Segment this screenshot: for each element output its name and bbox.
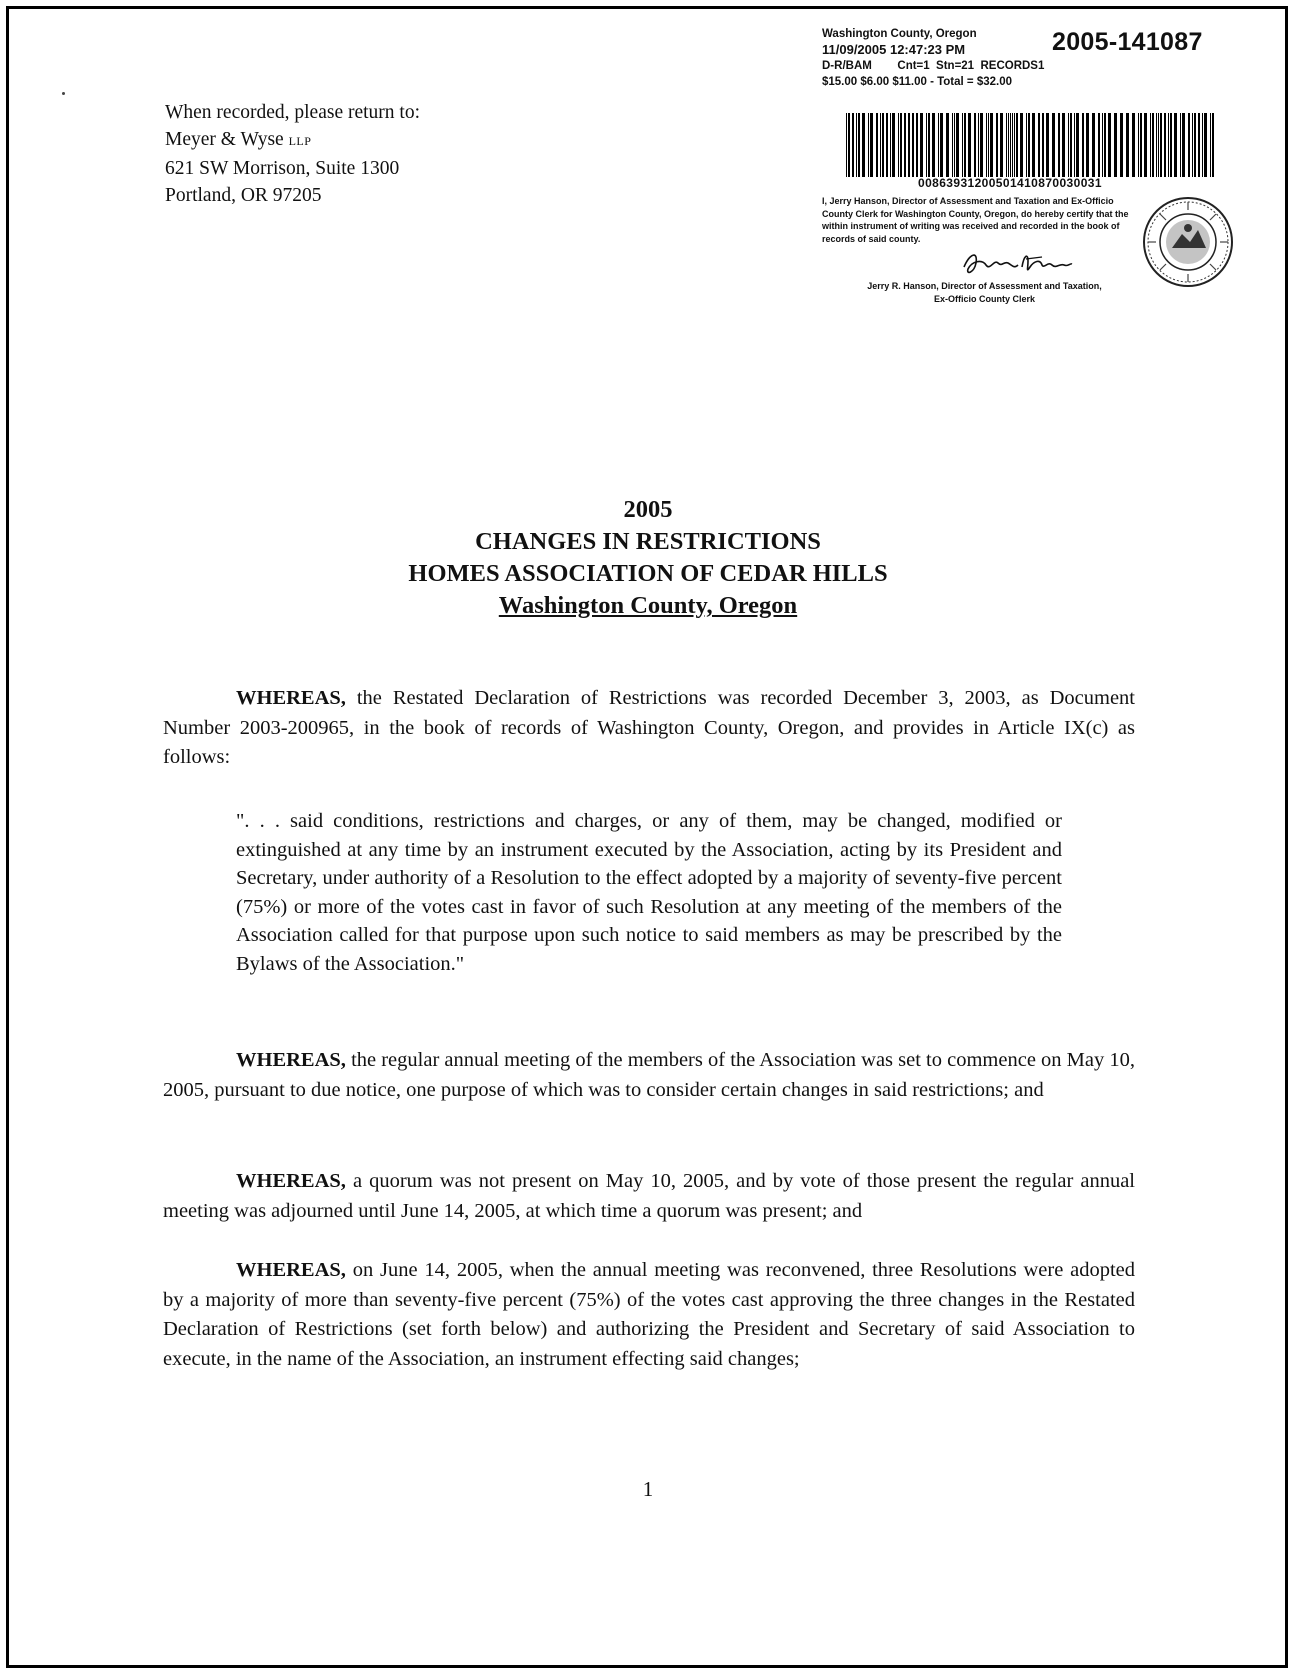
- barcode-bar: [848, 113, 850, 177]
- firm-line: [165, 126, 420, 155]
- barcode-bar: [1108, 113, 1111, 177]
- barcode-bar: [926, 113, 927, 177]
- barcode-bar: [892, 113, 895, 177]
- barcode-bar: [946, 113, 949, 177]
- paragraph-1-text: the Restated Declaration of Restrictions was recorded December 3, 2003, as Document Number 2003-200965, in the book of records of Washington County, Oregon, and provides in Article IX(c) as follows:: [163, 687, 1135, 768]
- barcode-bar: [1076, 113, 1079, 177]
- barcode-bar: [1138, 113, 1139, 177]
- clerk-title: [822, 280, 1147, 306]
- title-line-1: CHANGES IN RESTRICTIONS: [475, 528, 821, 555]
- return-address: [165, 99, 420, 209]
- recording-datetime: 11/09/2005 12:47:23 PM: [822, 42, 966, 57]
- barcode-bar: [1092, 113, 1095, 177]
- scan-speck: [62, 92, 65, 95]
- barcode-bar: [1152, 113, 1154, 177]
- document-number: 2005-141087: [1052, 28, 1203, 56]
- title-line-2: HOMES ASSOCIATION OF CEDAR HILLS: [408, 560, 888, 587]
- barcode-bar: [1156, 113, 1157, 177]
- barcode-bar: [1210, 113, 1211, 177]
- paragraph-4-text: on June 14, 2005, when the annual meeting was reconvened, three Resolutions were adopted by a majority of more than seventy-five percent (75%) of the votes cast approving the three changes in the Restated Declaration of Restrictions (set forth below) and authorizing the President and Secretary of said Association to execute, in the name of the Association, an instrument effecting said changes;: [163, 1259, 1135, 1370]
- barcode-bar: [940, 113, 943, 177]
- city-state-zip: Portland, OR 97205: [165, 185, 322, 206]
- barcode-bar: [928, 113, 930, 177]
- barcode-bar: [912, 113, 914, 177]
- barcode-bar: [882, 113, 884, 177]
- barcode-bar: [876, 113, 878, 177]
- barcode-bar: [1150, 113, 1151, 177]
- clerk-title-line1: Jerry R. Hanson, Director of Assessment and Taxation,: [867, 281, 1102, 291]
- recording-fees: $15.00 $6.00 $11.00 - Total = $32.00: [822, 76, 1012, 88]
- barcode-bar: [852, 113, 854, 177]
- barcode-bar: [964, 113, 966, 177]
- barcode-bar: [1102, 113, 1103, 177]
- whereas-label: WHEREAS,: [236, 1170, 346, 1192]
- barcode-bar: [978, 113, 979, 177]
- whereas-label: WHEREAS,: [236, 1049, 346, 1071]
- barcode-bar: [880, 113, 881, 177]
- barcode-bar: [1174, 113, 1177, 177]
- barcode-bar: [1006, 113, 1007, 177]
- whereas-label: WHEREAS,: [236, 687, 346, 709]
- barcode-bar: [1212, 113, 1214, 177]
- barcode-bar: [890, 113, 891, 177]
- barcode-bar: [1194, 113, 1196, 177]
- barcode-bar: [1012, 113, 1013, 177]
- barcode-bar: [1098, 113, 1100, 177]
- whereas-paragraph-2: [163, 1046, 1135, 1105]
- barcode-bar: [1058, 113, 1060, 177]
- barcode-bar: [1052, 113, 1055, 177]
- barcode-bar: [1038, 113, 1040, 177]
- barcode-bar: [908, 113, 910, 177]
- barcode-bar: [916, 113, 918, 177]
- barcode-bar: [1020, 113, 1023, 177]
- county-seal-image: [1142, 196, 1234, 288]
- street-address: 621 SW Morrison, Suite 1300: [165, 158, 400, 179]
- barcode-bar: [1164, 113, 1166, 177]
- page-number: 1: [642, 1477, 654, 1501]
- barcode-bar: [1188, 113, 1190, 177]
- barcode-digits: 00863931200501410870030031: [918, 176, 1102, 190]
- barcode-bar: [862, 113, 865, 177]
- barcode-bar: [1180, 113, 1181, 177]
- barcode-bar: [988, 113, 989, 177]
- barcode-bar: [1204, 113, 1207, 177]
- barcode-bar: [962, 113, 963, 177]
- barcode-bar: [1010, 113, 1011, 177]
- barcode-bar: [980, 113, 983, 177]
- barcode-bar: [1062, 113, 1065, 177]
- barcode-bar: [856, 113, 857, 177]
- barcode-bar: [858, 113, 860, 177]
- barcode-bar: [1158, 113, 1159, 177]
- barcode-bar: [956, 113, 959, 177]
- whereas-label: WHEREAS,: [236, 1259, 346, 1281]
- barcode-bar: [920, 113, 923, 177]
- barcode-bar: [898, 113, 899, 177]
- barcode-bar: [1202, 113, 1203, 177]
- recording-codes: D-R/BAM Cnt=1 Stn=21 RECORDS1: [822, 60, 1045, 72]
- clerk-title-line2: Ex-Officio County Clerk: [933, 294, 1035, 304]
- barcode-bar: [1046, 113, 1049, 177]
- barcode-bar: [1160, 113, 1162, 177]
- clerk-signature-image: [960, 245, 1075, 279]
- barcode-bar: [996, 113, 998, 177]
- barcode-bar: [886, 113, 888, 177]
- barcode-bar: [1120, 113, 1123, 177]
- barcode-bar: [954, 113, 955, 177]
- paragraph-3-text: a quorum was not present on May 10, 2005, and by vote of those present the regular annual meeting was adjourned until June 14, 2005, at which time a quorum was present; and: [163, 1170, 1135, 1222]
- barcode-bar: [968, 113, 971, 177]
- paragraph-2-text: the regular annual meeting of the members of the Association was set to commence on May 10, 2005, pursuant to due notice, one purpose of which was to consider certain changes in said restrictions; and: [163, 1049, 1135, 1101]
- barcode-bar: [1198, 113, 1200, 177]
- firm-name: Meyer & Wyse: [165, 129, 284, 150]
- barcode-bar: [938, 113, 939, 177]
- barcode-bar: [1104, 113, 1106, 177]
- barcode-bar: [1074, 113, 1075, 177]
- barcode-bar: [1114, 113, 1117, 177]
- firm-suffix: LLP: [288, 134, 312, 148]
- barcode-bar: [1070, 113, 1072, 177]
- return-heading: When recorded, please return to:: [165, 102, 421, 123]
- county-label: Washington County, Oregon: [822, 28, 977, 40]
- barcode-bar: [868, 113, 869, 177]
- barcode-bar: [1068, 113, 1069, 177]
- title-year: 2005: [623, 496, 673, 523]
- barcode: [846, 113, 1216, 177]
- barcode-bar: [1086, 113, 1089, 177]
- barcode-bar: [900, 113, 902, 177]
- barcode-bar: [932, 113, 935, 177]
- clerk-certification: I, Jerry Hanson, Director of Assessment and Taxation and Ex-Officio County Clerk for Washington County, Oregon, do hereby certify that the within instrument of writing was received and recorded in the book of records of said county.: [822, 196, 1129, 244]
- barcode-bar: [1000, 113, 1003, 177]
- barcode-bar: [1026, 113, 1027, 177]
- barcode-bar: [1144, 113, 1147, 177]
- barcode-bar: [1182, 113, 1185, 177]
- whereas-paragraph-4: [163, 1256, 1135, 1374]
- barcode-bar: [1126, 113, 1129, 177]
- quoted-article: ". . . said conditions, restrictions and charges, or any of them, may be changed, modified or extinguished at any time by an instrument executed by the Association, acting by its President and Secretary, under authority of a Resolution to the effect adopted by a majority of seventy-five percent (75%) or more of the votes cast in favor of such Resolution at any meeting of the members of the Association called for that purpose upon such notice to said members as may be prescribed by the Bylaws of the Association.": [236, 810, 1062, 975]
- barcode-bar: [990, 113, 993, 177]
- barcode-bar: [1014, 113, 1015, 177]
- barcode-bar: [1016, 113, 1018, 177]
- barcode-bar: [1082, 113, 1084, 177]
- barcode-bar: [986, 113, 987, 177]
- barcode-bar: [952, 113, 953, 177]
- barcode-bar: [846, 113, 847, 177]
- barcode-bar: [1192, 113, 1193, 177]
- barcode-bar: [870, 113, 873, 177]
- barcode-bar: [1032, 113, 1035, 177]
- barcode-bar: [974, 113, 976, 177]
- title-line-3: Washington County, Oregon: [498, 592, 798, 619]
- whereas-paragraph-1: [163, 684, 1135, 773]
- barcode-bar: [1168, 113, 1169, 177]
- barcode-bar: [1028, 113, 1030, 177]
- document-title: [0, 494, 1296, 622]
- barcode-bar: [1042, 113, 1044, 177]
- barcode-bar: [1170, 113, 1172, 177]
- barcode-bar: [1008, 113, 1009, 177]
- barcode-bar: [1140, 113, 1142, 177]
- barcode-bar: [1132, 113, 1135, 177]
- whereas-paragraph-3: [163, 1167, 1135, 1226]
- barcode-bar: [904, 113, 906, 177]
